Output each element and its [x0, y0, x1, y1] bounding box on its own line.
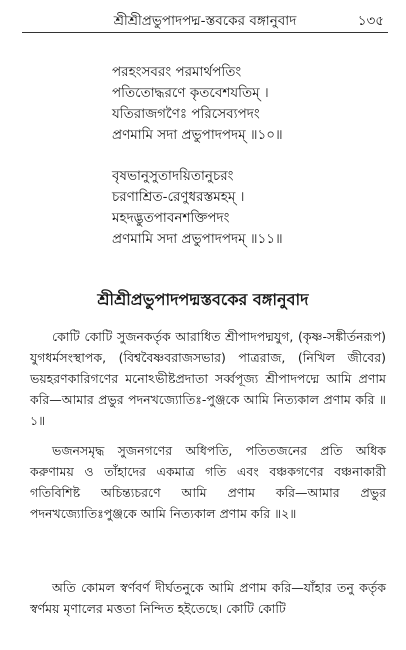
verse-line: পরহংসবরং পরমার্থপতিং	[112, 64, 242, 80]
verse-line: বৃষভানুসুতাদয়িতানুচরং	[112, 168, 234, 184]
translation-paragraph-3: অতি কোমল স্বর্ণবর্ণ দীর্ঘতনুকে আমি প্রণাম করি—যাঁহার তনু কর্তৃক স্বর্ণময় মৃণালের মত্ততা নিন্দিত হইতেছে। কোটি কোটি	[30, 580, 386, 616]
translation-paragraph-1: কোটি কোটি সুজনকর্তৃক আরাধিত শ্রীপাদপদ্মযুগ, (কৃষ্ণ-সঙ্কীর্তনরূপ) যুগধর্মসংস্থাপক, (বিশ্ববৈষ্ণবরাজসভার) পাত্ররাজ, (নিখিল জীবের) ভয়হরণকারিগণের মনোঽভীষ্টপ্রদাতা সর্ব্বপূজ্য শ্রীপাদপদ্মে আমি প্রণাম করি—আমার প্রভুর পদনখজ্যোতিঃ-পুঞ্জকে আমি নিত্যকাল প্রণাম করি ॥১॥	[30, 329, 386, 428]
verse-line: পতিতোদ্ধরণে কৃতবেশযতিম্ ।	[112, 85, 269, 101]
verse-line: যতিরাজগণৈঃ পরিসেব্যপদং	[112, 106, 260, 122]
verse-line: মহদদ্ভুতপাবনশক্তিপদং	[112, 210, 230, 226]
section-title: শ্রীশ্রীপ্রভুপাদপদ্মস্তবকের বঙ্গানুবাদ	[97, 290, 309, 309]
verse-line: প্রণমামি সদা প্রভুপাদপদম্ ॥১১॥	[112, 231, 283, 247]
page-number: ১৩৫	[357, 13, 384, 29]
translation-paragraph-2: ভজনসমৃদ্ধ সুজনগণের অধিপতি, পতিতজনের প্রতি অধিক করুণাময় ও তাঁহাদের একমাত্র গতি এবং বঞ্চকগণের বঞ্চনাকারী গতিবিশিষ্ট অচিন্ত্যচরণে আমি প্রণাম করি—আমার প্রভুর পদনখজ্যোতিঃপুঞ্জকে আমি নিত্যকাল প্রণাম করি ॥২॥	[30, 443, 386, 521]
verse-line: চরণাশ্রিত-রেণুধরস্তমহম্ ।	[112, 189, 245, 205]
header-title: শ্রীশ্রীপ্রভুপাদপদ্ম-স্তবকের বঙ্গানুবাদ	[113, 13, 297, 29]
verse-line: প্রণমামি সদা প্রভুপাদপদম্ ॥১০॥	[112, 127, 283, 143]
sanskrit-verse-11	[112, 166, 283, 250]
running-header	[22, 10, 388, 33]
sanskrit-verse-10	[112, 62, 283, 146]
